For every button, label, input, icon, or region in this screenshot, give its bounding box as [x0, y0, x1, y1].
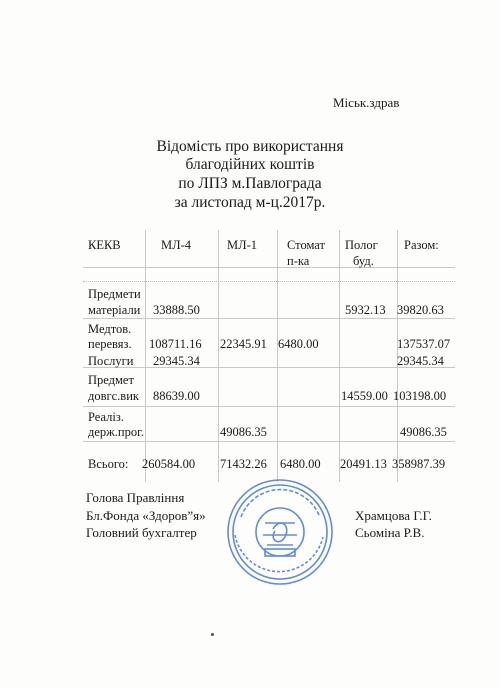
title-line-2: благодійних коштів — [185, 156, 315, 173]
totals-ml4: 260584.00 — [142, 457, 196, 471]
stamp-seal — [225, 477, 335, 587]
title-line-3: по ЛПЗ м.Павлограда — [178, 175, 322, 192]
row-label-2: перевяз. — [88, 337, 132, 351]
header-stomat-2: п-ка — [287, 254, 310, 268]
totals-polog: 20491.13 — [340, 457, 387, 471]
cell-ml4: 88639.00 — [153, 389, 200, 403]
cell-total: 137537.07 — [397, 337, 451, 351]
row-label-2: матеріали — [88, 303, 141, 317]
cell-ml4: 29345.34 — [153, 354, 200, 368]
cell-ml4: 33888.50 — [153, 303, 200, 317]
signature-role-3: Головний бухгалтер — [86, 525, 197, 540]
title-line-4: за листопад м-ц.2017р. — [174, 194, 326, 211]
header-polog-2: буд. — [353, 254, 374, 268]
header-kekv: КЕКВ — [88, 238, 121, 252]
signature-role-2: Бл.Фонда «Здоров”я» — [86, 508, 206, 523]
totals-label: Всього: — [88, 457, 129, 471]
cell-ml1: 22345.91 — [220, 337, 267, 351]
title-line-1: Відомість про використання — [156, 138, 344, 155]
cell-ml1: 49086.35 — [220, 425, 267, 439]
cell-polog: 5932.13 — [345, 303, 386, 317]
cell-total: 49086.35 — [400, 425, 447, 439]
row-label: Медтов. — [88, 322, 132, 336]
signature-name-2: Сьоміна Р.В. — [355, 525, 425, 540]
header-total: Разом: — [404, 238, 439, 252]
cell-total: 39820.63 — [397, 303, 444, 317]
row-label: Послуги — [88, 354, 134, 368]
signature-role-1: Голова Правління — [86, 490, 185, 505]
cell-ml4: 108711.16 — [149, 337, 202, 351]
row-label: Реаліз. — [88, 410, 124, 424]
recipient: Міськ.здрав — [333, 95, 400, 110]
row-label: Предмет — [88, 373, 134, 387]
cell-total: 103198.00 — [393, 389, 447, 403]
header-stomat: Стомат — [287, 238, 325, 252]
totals-total: 358987.39 — [392, 457, 446, 471]
row-label: Предмети — [88, 287, 141, 301]
header-ml4: МЛ-4 — [161, 238, 192, 252]
cell-polog: 14559.00 — [341, 389, 388, 403]
totals-ml1: 71432.26 — [220, 457, 267, 471]
speck — [211, 633, 214, 636]
row-label-2: довгс.вик — [88, 389, 139, 403]
row-label-2: держ.прог. — [88, 425, 144, 439]
header-ml1: МЛ-1 — [227, 238, 258, 252]
signature-name-1: Храмцова Г.Г. — [355, 508, 432, 523]
cell-total: 29345.34 — [397, 354, 444, 368]
totals-stomat: 6480.00 — [280, 457, 321, 471]
header-polog: Полог — [345, 238, 378, 252]
cell-stomat: 6480.00 — [278, 337, 319, 351]
